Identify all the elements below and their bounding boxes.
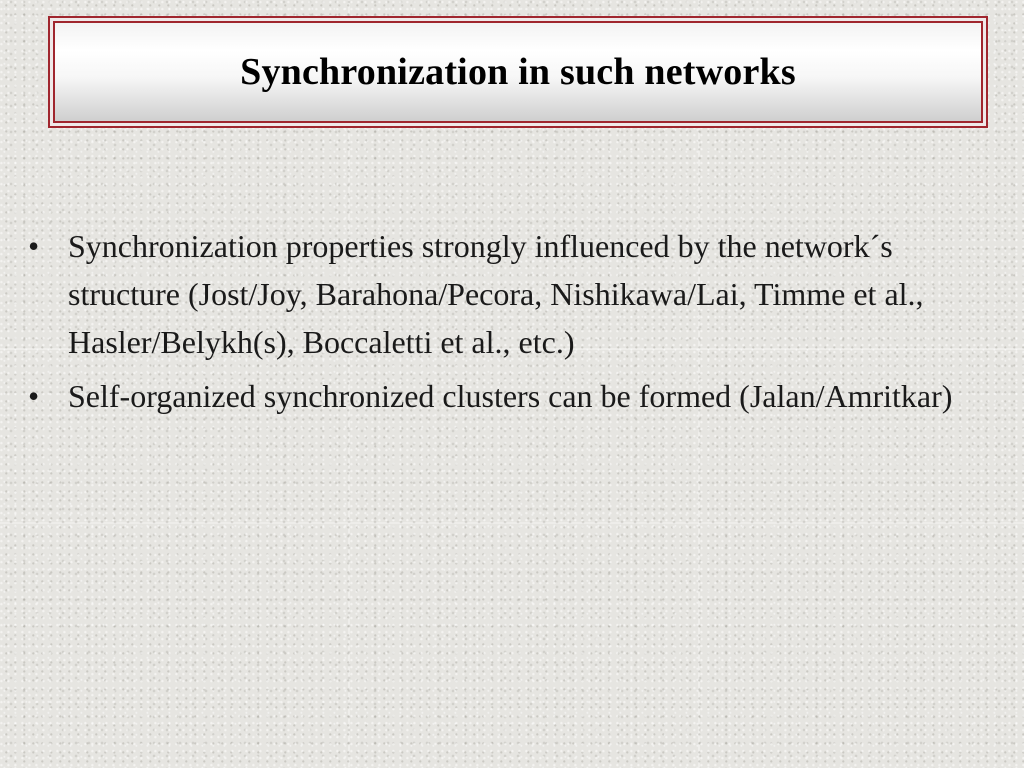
title-frame [48, 16, 988, 128]
bullet-marker: • [28, 228, 40, 264]
slide-title: Synchronization in such networks [240, 51, 796, 93]
bullet-list [28, 222, 978, 420]
bullet-text: Synchronization properties strongly influenced by the network´s structure (Jost/Joy, Barahona/Pecora, Nishikawa/Lai, Timme et al., Hasler/Belykh(s), Boccaletti et al., etc.) [68, 228, 924, 360]
bullet-item [28, 222, 978, 366]
slide-content [28, 222, 978, 426]
bullet-item [28, 372, 978, 420]
bullet-text: Self-organized synchronized clusters can be formed (Jalan/Amritkar) [68, 378, 953, 414]
title-banner [53, 21, 983, 123]
bullet-marker: • [28, 378, 40, 414]
